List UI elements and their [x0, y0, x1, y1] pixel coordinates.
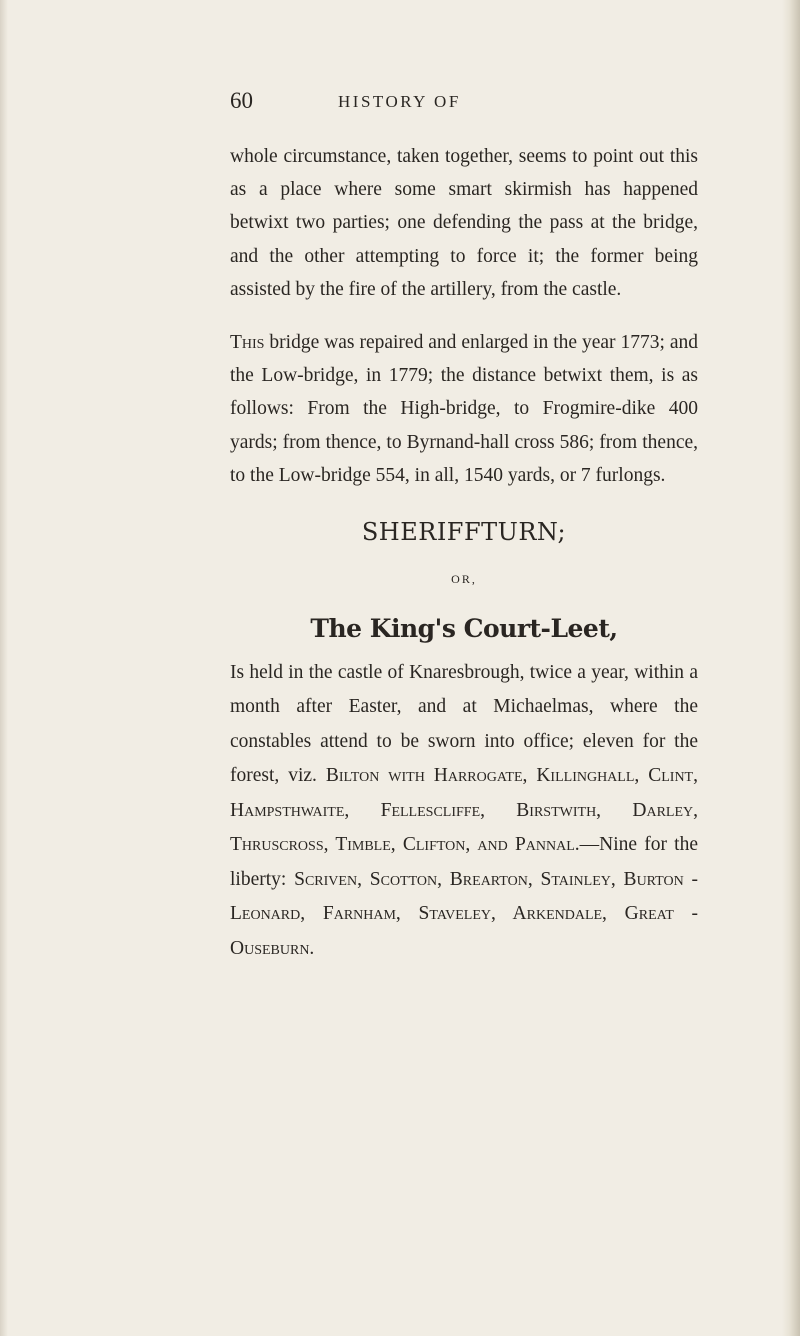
page-header: [230, 88, 700, 128]
running-head: HISTORY OF: [338, 92, 461, 111]
page-number: 60: [230, 88, 253, 113]
page-edge-left: [0, 0, 8, 1336]
section-subheading: The King's Court-Leet,: [310, 614, 618, 644]
paragraph-2-text: bridge was repaired and enlarged in the year 1773; and the Low-bridge, in 1779; the distance betwixt them, is as follows: From the High-bridge, to Frogmire-dike 400 yards; from thence, to Byrnand-hall cross 586; from thence, to the Low-bridge 554, in all, 1540 yards, or 7 furlongs.: [230, 332, 698, 486]
page-edge-right: [782, 0, 800, 1336]
paragraph-3-intro: Is held in the castle of Knaresbrough, twice a year, within a month after Easter, and at Michaelmas, where the constables attend to be sworn into office; eleven for the forest, viz.: [230, 661, 698, 787]
section-or: OR,: [451, 572, 477, 587]
paragraph-1: whole circumstance, taken together, seems to point out this as a place where some smart skirmish has happened betwixt two parties; one defending the pass at the bridge, and the other attempting to force it; the former being assisted by the fire of the artillery, from the castle.: [230, 146, 698, 300]
forest-places: Bilton with Harrogate, Killinghall, Clint, Hampsthwaite, Fellescliffe, Birstwith, Darley, Thruscross, Timble, Clifton, and Pannal.: [230, 765, 698, 856]
paragraph-2: [230, 326, 698, 492]
paragraph-3: [230, 656, 698, 967]
section-heading: SHERIFFTURN;: [361, 518, 567, 547]
paragraph-3-bridge: —Nine for the liberty:: [230, 834, 699, 890]
page-body: [230, 140, 698, 966]
liberty-places: Scriven, Scotton, Brearton, Stainley, Burton - Leonard, Farnham, Staveley, Arkendale, Great - Ouseburn.: [230, 868, 698, 959]
paragraph-2-lead: This: [230, 332, 265, 354]
